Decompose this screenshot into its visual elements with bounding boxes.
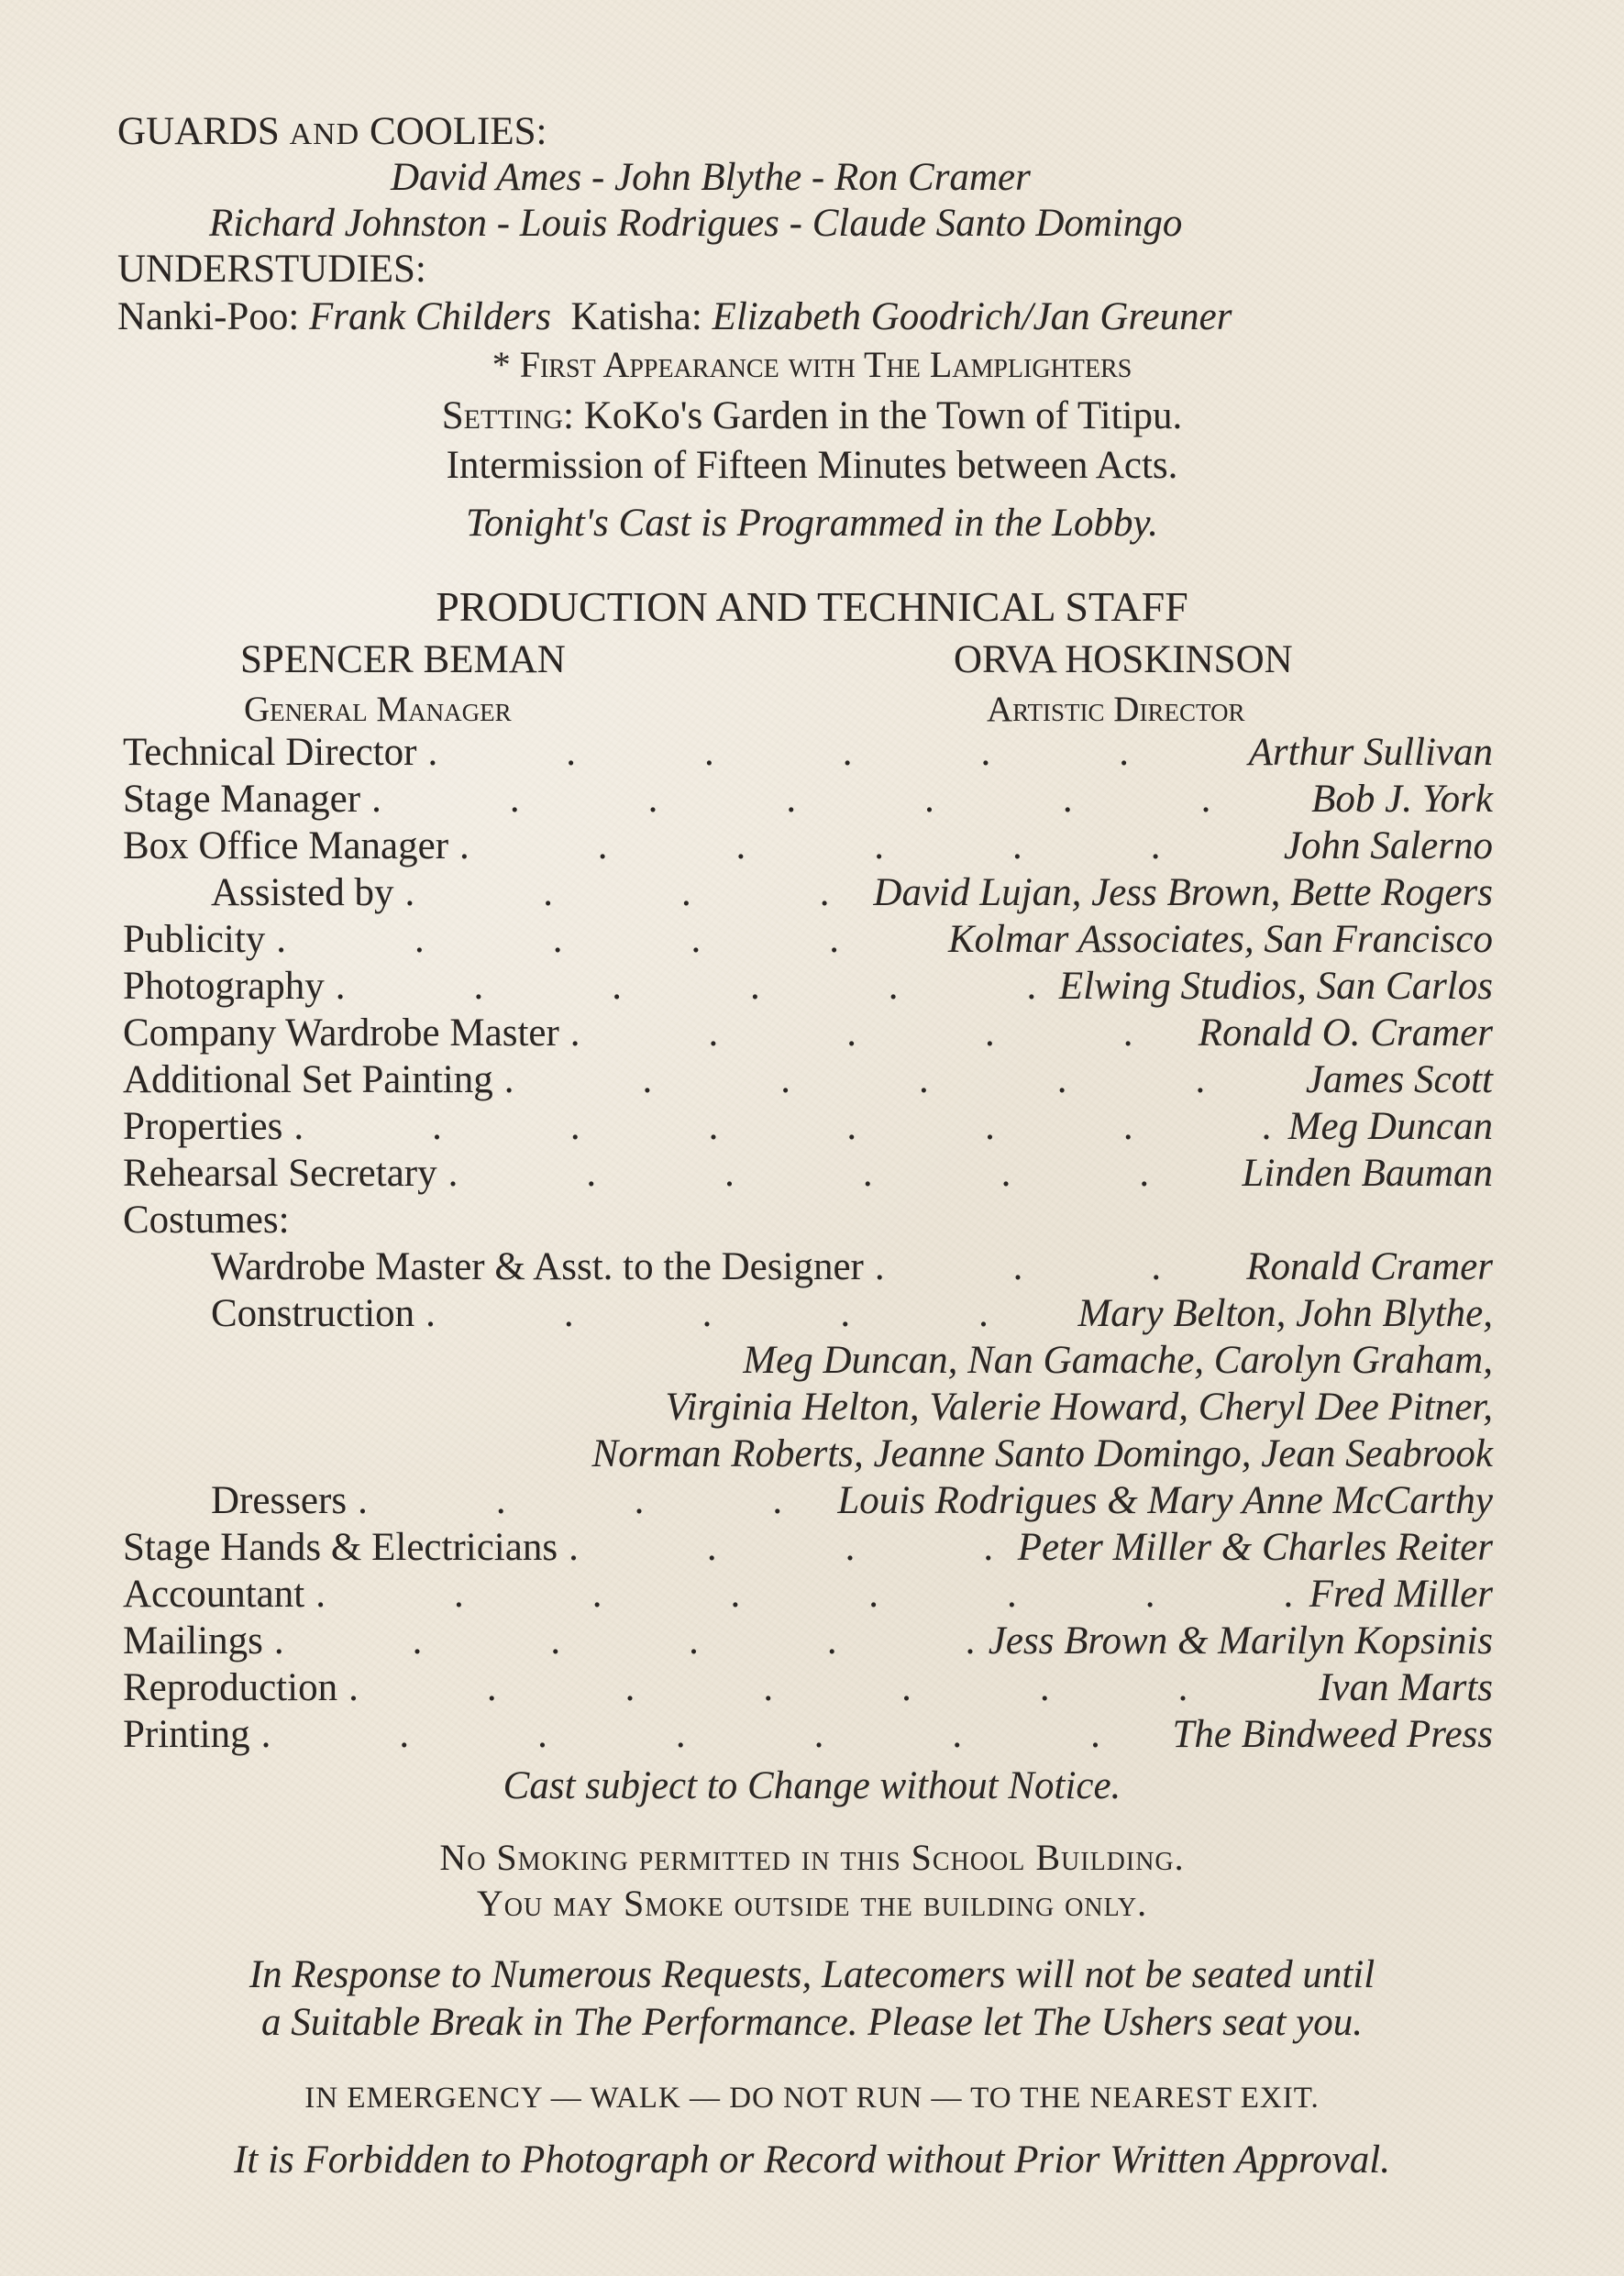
understudies-heading: UNDERSTUDIES:: [117, 248, 426, 291]
latecomers-line-1: In Response to Numerous Requests, Latecomers will not be seated until: [249, 1953, 1375, 1996]
general-manager-name: SPENCER BEMAN: [240, 638, 566, 681]
emergency-notice: IN EMERGENCY — WALK — DO NOT RUN — TO THE NEAREST EXIT.: [304, 2082, 1320, 2115]
staff-row: Assisted by . David Lujan, Jess Brown, Bette Rogers: [211, 869, 1493, 917]
staff-row: Rehearsal Secretary . Linden Bauman: [123, 1150, 1493, 1198]
staff-row: Properties . Meg Duncan: [123, 1103, 1493, 1151]
artistic-director-title: Artistic Director: [987, 690, 1245, 729]
latecomers-line-2: a Suitable Break in The Performance. Please let The Ushers seat you.: [261, 2001, 1363, 2044]
artistic-director-name: ORVA HOSKINSON: [954, 638, 1293, 681]
staff-row: Stage Hands & Electricians . Peter Miller & Charles Reiter: [123, 1524, 1493, 1572]
smoke-outside-notice: You may Smoke outside the building only.: [476, 1883, 1148, 1924]
costumes-label: Costumes:: [123, 1199, 290, 1242]
photograph-notice: It is Forbidden to Photograph or Record without Prior Written Approval.: [234, 2138, 1390, 2182]
staff-row: Additional Set Painting . James Scott: [123, 1056, 1493, 1104]
staff-row: Wardrobe Master & Asst. to the Designer . Ronald Cramer: [211, 1243, 1493, 1291]
understudies-line: [117, 293, 1232, 341]
staff-row: Mailings . Jess Brown & Marilyn Kopsinis: [123, 1618, 1493, 1665]
staff-row: Photography . Elwing Studios, San Carlos: [123, 963, 1493, 1011]
first-appearance-note: * First Appearance with The Lamplighters: [492, 344, 1132, 385]
staff-heading: PRODUCTION AND TECHNICAL STAFF: [436, 583, 1188, 630]
staff-row: Publicity . Kolmar Associates, San Francisco: [123, 916, 1493, 964]
staff-row: Construction . Mary Belton, John Blythe,: [211, 1290, 1493, 1338]
setting-label: Setting:: [441, 394, 574, 437]
setting-text: KoKo's Garden in the Town of Titipu.: [583, 394, 1183, 437]
construction-line-3: Virginia Helton, Valerie Howard, Cheryl Dee Pitner,: [665, 1386, 1493, 1429]
cast-lobby-note: Tonight's Cast is Programmed in the Lobby.: [465, 502, 1159, 545]
staff-row: Company Wardrobe Master . Ronald O. Cramer: [123, 1010, 1493, 1057]
general-manager-title: General Manager: [244, 690, 512, 729]
guards-heading: GUARDS AND COOLIES:: [117, 110, 547, 153]
understudy-role-1: Nanki-Poo:: [117, 295, 300, 338]
staff-row: Printing . The Bindweed Press: [123, 1711, 1493, 1759]
staff-row: Box Office Manager . John Salerno: [123, 823, 1493, 870]
understudy-actor-1: Frank Childers: [309, 295, 551, 338]
setting-line: [0, 392, 1624, 440]
staff-row: Accountant . Fred Miller: [123, 1571, 1493, 1619]
staff-row: Technical Director . Arthur Sullivan: [123, 729, 1493, 777]
understudy-actor-2: Elizabeth Goodrich/Jan Greuner: [712, 295, 1232, 338]
guards-line-1: David Ames - John Blythe - Ron Cramer: [391, 156, 1031, 199]
staff-row: Reproduction . Ivan Marts: [123, 1664, 1493, 1712]
construction-line-2: Meg Duncan, Nan Gamache, Carolyn Graham,: [743, 1339, 1493, 1382]
no-smoking-notice: No Smoking permitted in this School Building.: [439, 1837, 1185, 1878]
staff-row: Stage Manager . Bob J. York: [123, 776, 1493, 823]
construction-line-4: Norman Roberts, Jeanne Santo Domingo, Jean Seabrook: [591, 1432, 1493, 1475]
cast-change-note: Cast subject to Change without Notice.: [503, 1764, 1121, 1807]
guards-line-2: Richard Johnston - Louis Rodrigues - Claude Santo Domingo: [209, 202, 1183, 245]
intermission-note: Intermission of Fifteen Minutes between Acts.: [446, 444, 1178, 487]
staff-row: Dressers . Louis Rodrigues & Mary Anne McCarthy: [211, 1477, 1493, 1525]
understudy-role-2: Katisha:: [570, 295, 702, 338]
